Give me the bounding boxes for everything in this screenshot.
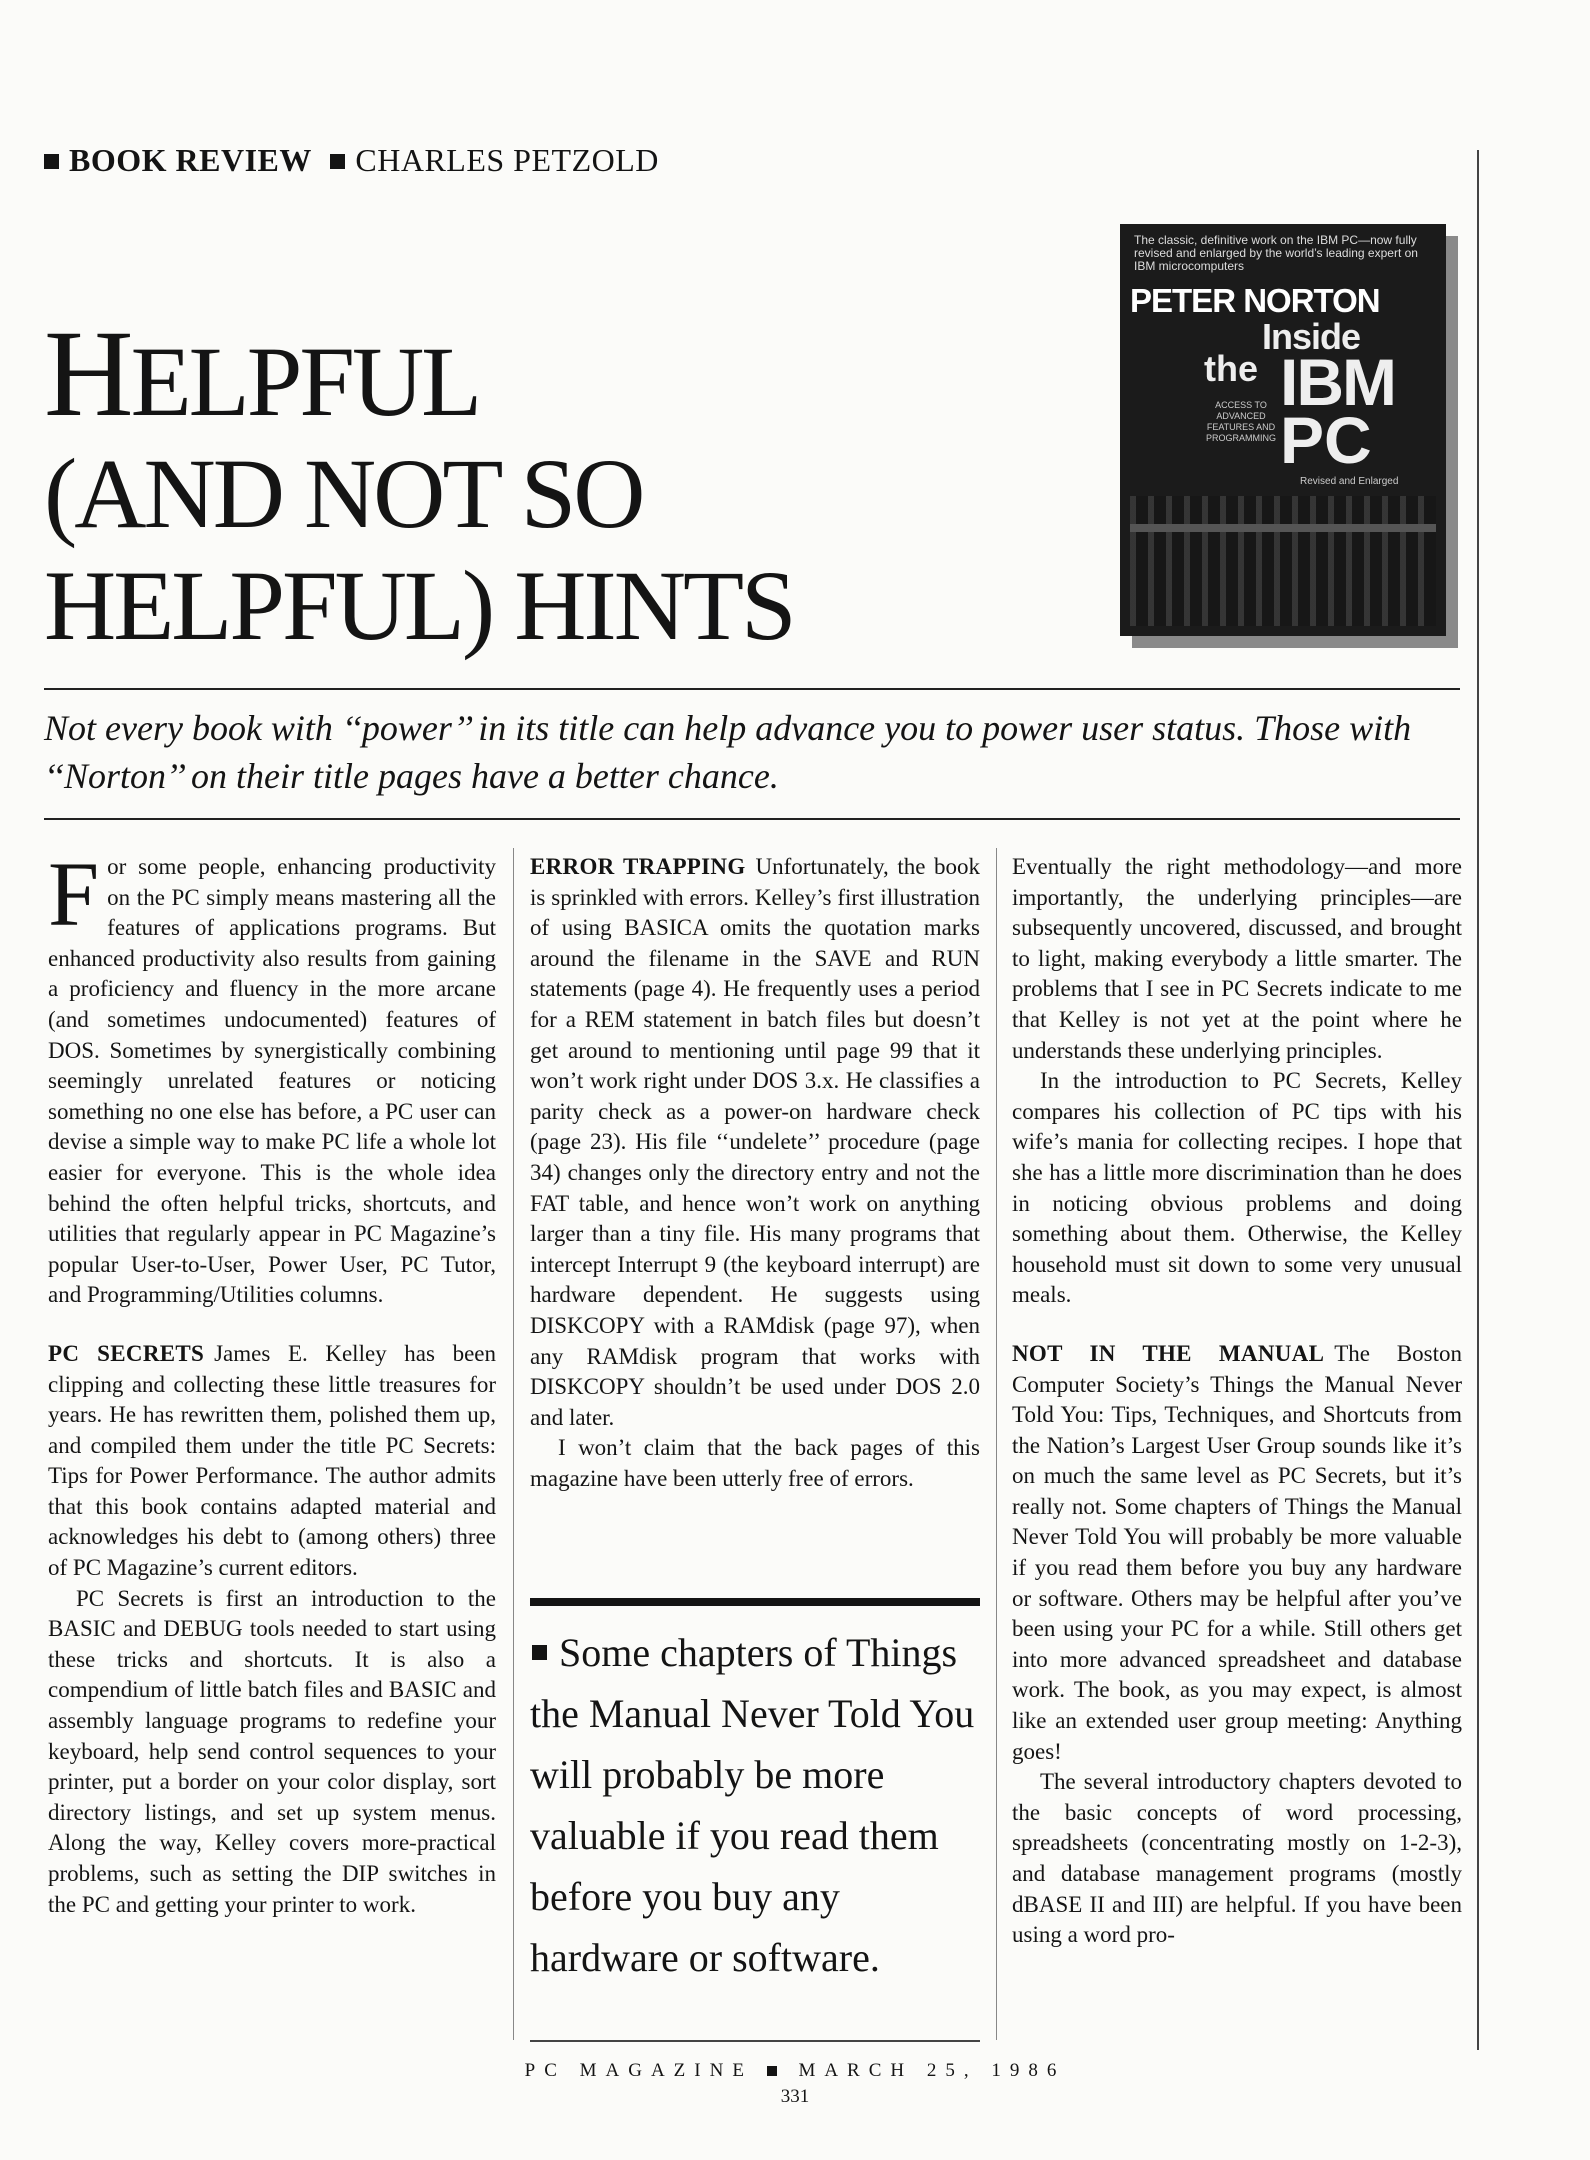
square-bullet-icon — [330, 154, 345, 169]
cover-title-pc: PC — [1280, 403, 1372, 477]
footer-magazine: PC MAGAZINE — [524, 2060, 753, 2081]
footer-date: MARCH 25, 1986 — [798, 2060, 1066, 2081]
article-column-2 — [530, 852, 980, 1494]
article-column-3 — [1012, 852, 1462, 1951]
page-number: 331 — [780, 2086, 810, 2107]
rule-above-deck — [44, 688, 1460, 690]
headline-initial: H — [44, 305, 131, 442]
cover-tagline: ACCESS TO ADVANCED FEATURES AND PROGRAMMING — [1205, 400, 1276, 443]
headline-line2: (AND NOT SO — [44, 438, 643, 549]
byline-author: CHARLES PETZOLD — [355, 142, 659, 178]
paragraph: For some people, enhancing productivity on the PC simply means mastering all the features of applications programs. But enhanced productivity also results from gaining a proficiency and fluency in the more arcane (and sometimes undocumented) features of DOS. Sometimes by synergistically combining seemingly unrelated features or noticing something no one else has before, a PC user can devise a simple way to make PC life a whole lot easier for everyone. This is the whole idea behind the often helpful tricks, shortcuts, and utilities that regularly appear in PC Magazine’s popular User-to-User, Power User, PC Tutor, and Programming/Utilities columns. — [48, 843, 496, 1308]
pullquote-bottom-rule — [530, 2040, 980, 2042]
paragraph: The several introductory chapters devoted to the basic concepts of word processing, spreadsheets (concentrating mostly on 1-2-3), and database management programs (mostly dBASE II and III) are helpful. If you have been using a word pro- — [1012, 1769, 1462, 1948]
article-column-1 — [48, 843, 496, 1920]
cover-edition: Revised and Enlarged — [1300, 476, 1399, 487]
paragraph: PC SECRETS James E. Kelley has been clipping and collecting these little treasures for years. He has rewritten them, polished them up, and compiled them under the title PC Secrets: Tips for Power Performance. The author admits that this book contains adapted material and acknowledges his debt to (among others) three of PC Magazine’s current editors. — [48, 1340, 496, 1581]
pullquote-top-bar — [530, 1598, 980, 1606]
headline — [44, 305, 1064, 662]
subhead: NOT IN THE MANUAL — [1012, 1340, 1325, 1366]
square-bullet-icon — [44, 154, 59, 169]
cover-author: PETER NORTON — [1130, 282, 1380, 319]
pullquote: Some chapters of Things the Manual Never Told You will probably be more valuable if you read them before you buy any hardware or software. — [530, 1630, 975, 1980]
drop-cap: F — [48, 843, 100, 945]
column-rule — [996, 848, 997, 2040]
page-right-rule — [1477, 150, 1479, 2050]
circuit-board-graphic — [1130, 496, 1436, 626]
rule-below-deck — [44, 818, 1460, 820]
cover-title-the: the — [1204, 348, 1258, 389]
book-cover-image — [1120, 224, 1458, 650]
cover-title-ibm: IBM — [1280, 345, 1395, 419]
cover-title-inside: Inside — [1262, 316, 1361, 357]
section-label: BOOK REVIEW — [69, 142, 312, 178]
headline-line1: ELPFUL — [130, 326, 480, 437]
cover-blurb: The classic, definitive work on the IBM PC—now fully revised and enlarged by the world’s leading expert on IBM microcomputers — [1134, 233, 1418, 273]
paragraph: NOT IN THE MANUAL The Boston Computer Society’s Things the Manual Never Told You: Tips, Techniques, and Shortcuts from the Nation’s Largest User Group sounds like it’s on much the same level as PC Secrets, but it’s really not. Some chapters of Things the Manual Never Told You will probably be more valuable if you read them before you buy any hardware or software. Others may be helpful after you’ve been using your PC for a while. Still others get into more advanced spreadsheet and database work. The book, as you may expect, is almost like an extended user group meeting: Anything goes! — [1012, 1340, 1462, 1764]
paragraph: Eventually the right methodology—and more importantly, the underlying principles—are subsequently uncovered, discussed, and brought to light, making everybody a little smarter. The problems that I see in PC Secrets indicate to me that Kelley is not yet at the point where he understands these underlying principles. — [1012, 854, 1462, 1063]
paragraph: ERROR TRAPPING Unfortunately, the book is sprinkled with errors. Kelley’s first illustration of using BASICA omits the quotation marks around the filename in the SAVE and RUN statements (page 4). He frequently uses a period for a REM statement in batch files but doesn’t get around to mentioning until page 99 that it won’t work right under DOS 3.x. He classifies a parity check as a power-on hardware check (page 23). His file ‘‘undelete’’ procedure (page 34) changes only the directory entry and not the FAT table, and hence won’t work on anything larger than a tiny file. His many programs that intercept Interrupt 9 (the keyboard interrupt) are hardware dependent. He suggests using DISKCOPY with a RAMdisk (page 97), when any RAMdisk program that works with DISKCOPY shouldn’t be used under DOS 2.0 and later. — [530, 854, 980, 1430]
column-rule — [513, 848, 514, 2040]
headline-line3: HELPFUL) HINTS — [44, 550, 794, 661]
deck: Not every book with ‘‘power’’ in its title can help advance you to power user status. Those with ‘‘Norton’’ on their title pages have a better chance. — [44, 708, 1412, 796]
square-bullet-icon — [532, 1645, 547, 1660]
subhead: ERROR TRAPPING — [530, 854, 746, 879]
paragraph: In the introduction to PC Secrets, Kelley compares his collection of PC tips with his wife’s mania for collecting recipes. I hope that she has a little more discrimination than he does in noticing obvious problems and doing something about them. Otherwise, the Kelley household must sit down to some very unusual meals. — [1012, 1068, 1462, 1308]
subhead: PC SECRETS — [48, 1340, 205, 1366]
page-footer — [0, 2060, 1590, 2082]
square-bullet-icon — [767, 2066, 777, 2076]
section-kicker — [44, 142, 659, 179]
paragraph: I won’t claim that the back pages of this magazine have been utterly free of errors. — [530, 1435, 980, 1491]
paragraph: PC Secrets is first an introduction to the BASIC and DEBUG tools needed to start using these tricks and shortcuts. It is also a compendium of little batch files and BASIC and assembly language programs to redefine your keyboard, help send control sequences to your printer, put a border on your color display, sort directory listings, and set up system menus. Along the way, Kelley covers more-practical problems, such as setting the DIP switches in the PC and getting your printer to work. — [48, 1585, 496, 1917]
